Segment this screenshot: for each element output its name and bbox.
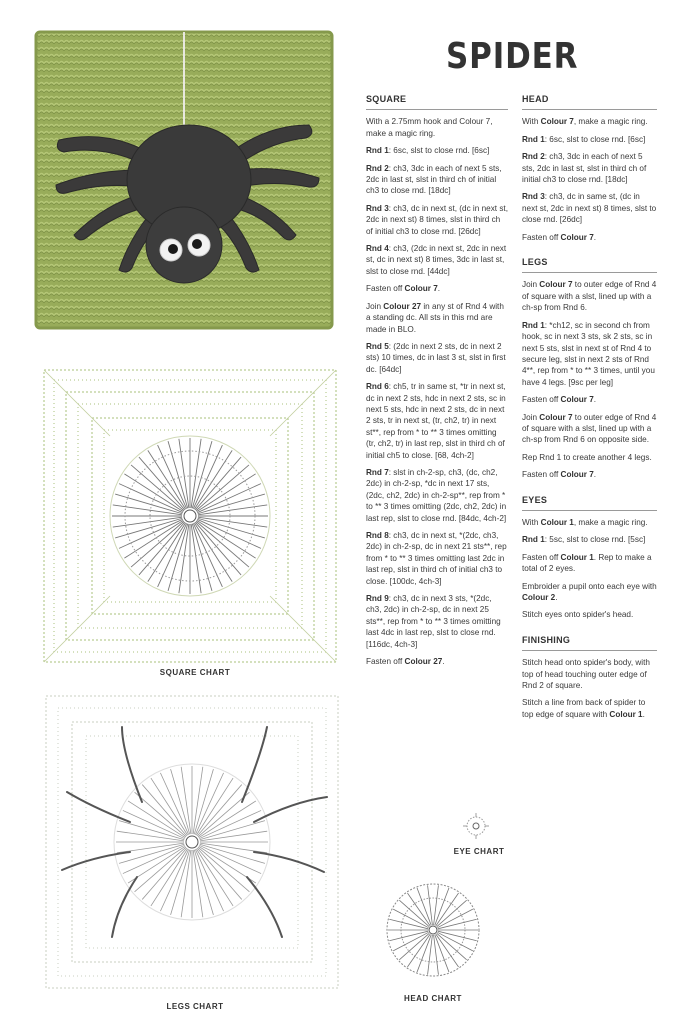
- head-chart-caption: HEAD CHART: [404, 994, 462, 1003]
- chart-stitch-line: [407, 934, 430, 967]
- eyes-stitch: Stitch eyes onto spider's head.: [522, 610, 634, 620]
- legs-chart-caption: LEGS CHART: [166, 1002, 224, 1011]
- chart-stitch-line: [428, 885, 433, 925]
- legs-fasten-off-2: Fasten off Colour 7.: [522, 470, 597, 480]
- finishing-heading: FINISHING: [522, 635, 657, 651]
- legs-heading: LEGS: [522, 257, 657, 273]
- chart-stitch-line: [436, 893, 459, 926]
- eyes-heading: EYES: [522, 495, 657, 511]
- head-rnd1: Rnd 1: 6sc, slst to close rnd. [6sc]: [522, 134, 646, 144]
- head-rnd2: Rnd 2: ch3, 3dc in each of next 5 sts, 2dc in last st, slst in third ch of initial ch3 to close rnd. [18dc]: [522, 152, 647, 185]
- finishing-head: Stitch head onto spider's body, with top of head touching outer edge of Rnd 2 of square.: [522, 658, 650, 691]
- chart-stitch-line: [434, 885, 439, 925]
- legs-fasten-off-1: Fasten off Colour 7.: [522, 395, 597, 405]
- eye-chart-caption: EYE CHART: [453, 847, 505, 856]
- legs-rnd1: Rnd 1: *ch12, sc in second ch from hook, sc in next 3 sts, sk 2 sts, sc in next 5 sts, slst in next st of Rnd 4 to secure leg, slst in next 2 sts of Rnd 4**, rep from * to ** 3 times, until you have 4 legs. [9sc per leg]: [522, 320, 655, 387]
- square-rnd7: Rnd 7: slst in ch-2-sp, ch3, (dc, ch2, 2dc) in ch-2-sp, *dc in next 17 sts, (2dc, ch2, 2dc) in ch-2-sp**, rep from * to ** 3 times omitting (2dc, ch2, 2dc) in last rep, slst to close rnd. [84dc, 4ch-2]: [366, 467, 507, 523]
- finishing-line: Stitch a line from back of spider to top edge of square with Colour 1.: [522, 698, 646, 719]
- chart-stitch-line: [435, 888, 449, 925]
- square-rnd8: Rnd 8: ch3, dc in next st, *(2dc, ch3, 2dc) in ch-2-sp, dc in next 21 sts**, rep from * to ** 3 times omitting last 2dc in last rep, slst in third ch of initial ch3 to close. [100dc, 4ch-3]: [366, 531, 507, 586]
- square-rnd3: Rnd 3: ch3, dc in next st, (dc in next st, 2dc in next st) 8 times, slst in third ch of initial ch3 to close rnd. [26dc]: [366, 203, 508, 236]
- chart-stitch-line: [417, 888, 431, 925]
- eyes-embroider: Embroider a pupil onto each eye with Colour 2.: [522, 581, 657, 602]
- legs-join-2: Join Colour 7 to outer edge of Rnd 4 of square with a slst, lined up with a ch-sp from Rnd 6 on opposite side.: [522, 412, 657, 445]
- eyes-fasten-off: Fasten off Colour 1. Rep to make a total of 2 eyes.: [522, 552, 652, 574]
- square-fasten-off-2: Fasten off Colour 27.: [366, 657, 445, 667]
- head-chart: [383, 880, 483, 980]
- eyes-intro: With Colour 1, make a magic ring.: [522, 517, 648, 527]
- square-rnd6: Rnd 6: ch5, tr in same st, *tr in next st, dc in next 2 sts, hdc in next 2 sts, sc in next 5 sts, hdc in next 2 sts, dc in next 2 sts, tr in next st, (tr, ch2, tr) in next st**, rep from * to ** 3 times omitting (tr, ch2, tr) in last rep, slst in third ch of initial ch5 to close. [68, 4ch-2]: [366, 382, 506, 460]
- square-rnd5: Rnd 5: (2dc in next 2 sts, dc in next 2 sts) 10 times, dc in last 3 st, slst in first dc. [64dc]: [366, 341, 506, 374]
- chart-stitch-line: [436, 934, 459, 967]
- square-chart: [40, 366, 340, 666]
- square-rnd4: Rnd 4: ch3, (2dc in next st, 2dc in next st, dc in next st) 8 times, 3dc in last st, slst to close rnd. [44dc]: [366, 244, 507, 276]
- chart-stitch-line: [417, 935, 431, 972]
- square-rnd1: Rnd 1: 6sc, slst to close rnd. [6sc]: [366, 146, 490, 156]
- chart-stitch-line: [407, 893, 430, 926]
- eye-chart: [462, 812, 490, 840]
- square-intro: With a 2.75mm hook and Colour 7, make a magic ring.: [366, 117, 493, 138]
- square-rnd2: Rnd 2: ch3, 3dc in each of next 5 sts, 2dc in last st, slst in third ch of initial ch3 to close rnd. [18dc]: [366, 163, 502, 196]
- head-fasten-off: Fasten off Colour 7.: [522, 232, 597, 242]
- legs-chart: [42, 692, 342, 992]
- legs-repeat: Rep Rnd 1 to create another 4 legs.: [522, 452, 652, 462]
- head-heading: HEAD: [522, 94, 657, 110]
- square-section: [366, 94, 508, 673]
- eyes-rnd1: Rnd 1: 5sc, slst to close rnd. [5sc]: [522, 535, 646, 545]
- square-heading: SQUARE: [366, 94, 508, 110]
- chart-stitch-line: [428, 935, 433, 975]
- right-column: [522, 94, 657, 726]
- page-title: SPIDER: [446, 36, 579, 77]
- chart-stitch-line: [435, 935, 449, 972]
- chart-stitch-line: [434, 935, 439, 975]
- head-rnd3: Rnd 3: ch3, dc in same st, (dc in next st, 2dc in next st) 8 times, slst to close rnd. [26dc]: [522, 192, 657, 225]
- square-fasten-off-1: Fasten off Colour 7.: [366, 284, 441, 294]
- square-chart-caption: SQUARE CHART: [159, 668, 231, 677]
- head-intro: With Colour 7, make a magic ring.: [522, 117, 648, 127]
- spider-square-photo: [34, 30, 334, 330]
- legs-join-1: Join Colour 7 to outer edge of Rnd 4 of square with a slst, lined up with a ch-sp from Rnd 6.: [522, 280, 657, 313]
- square-rnd9: Rnd 9: ch3, dc in next 3 sts, *(2dc, ch3, 2dc) in ch-2-sp, dc in next 25 sts**, rep from * to ** 3 times omitting last 4dc in last rep, slst to close rnd. [116dc, 4ch-3]: [366, 594, 501, 649]
- square-join: Join Colour 27 in any st of Rnd 4 with a standing dc. All sts in this rnd are made in BLO.: [366, 301, 504, 334]
